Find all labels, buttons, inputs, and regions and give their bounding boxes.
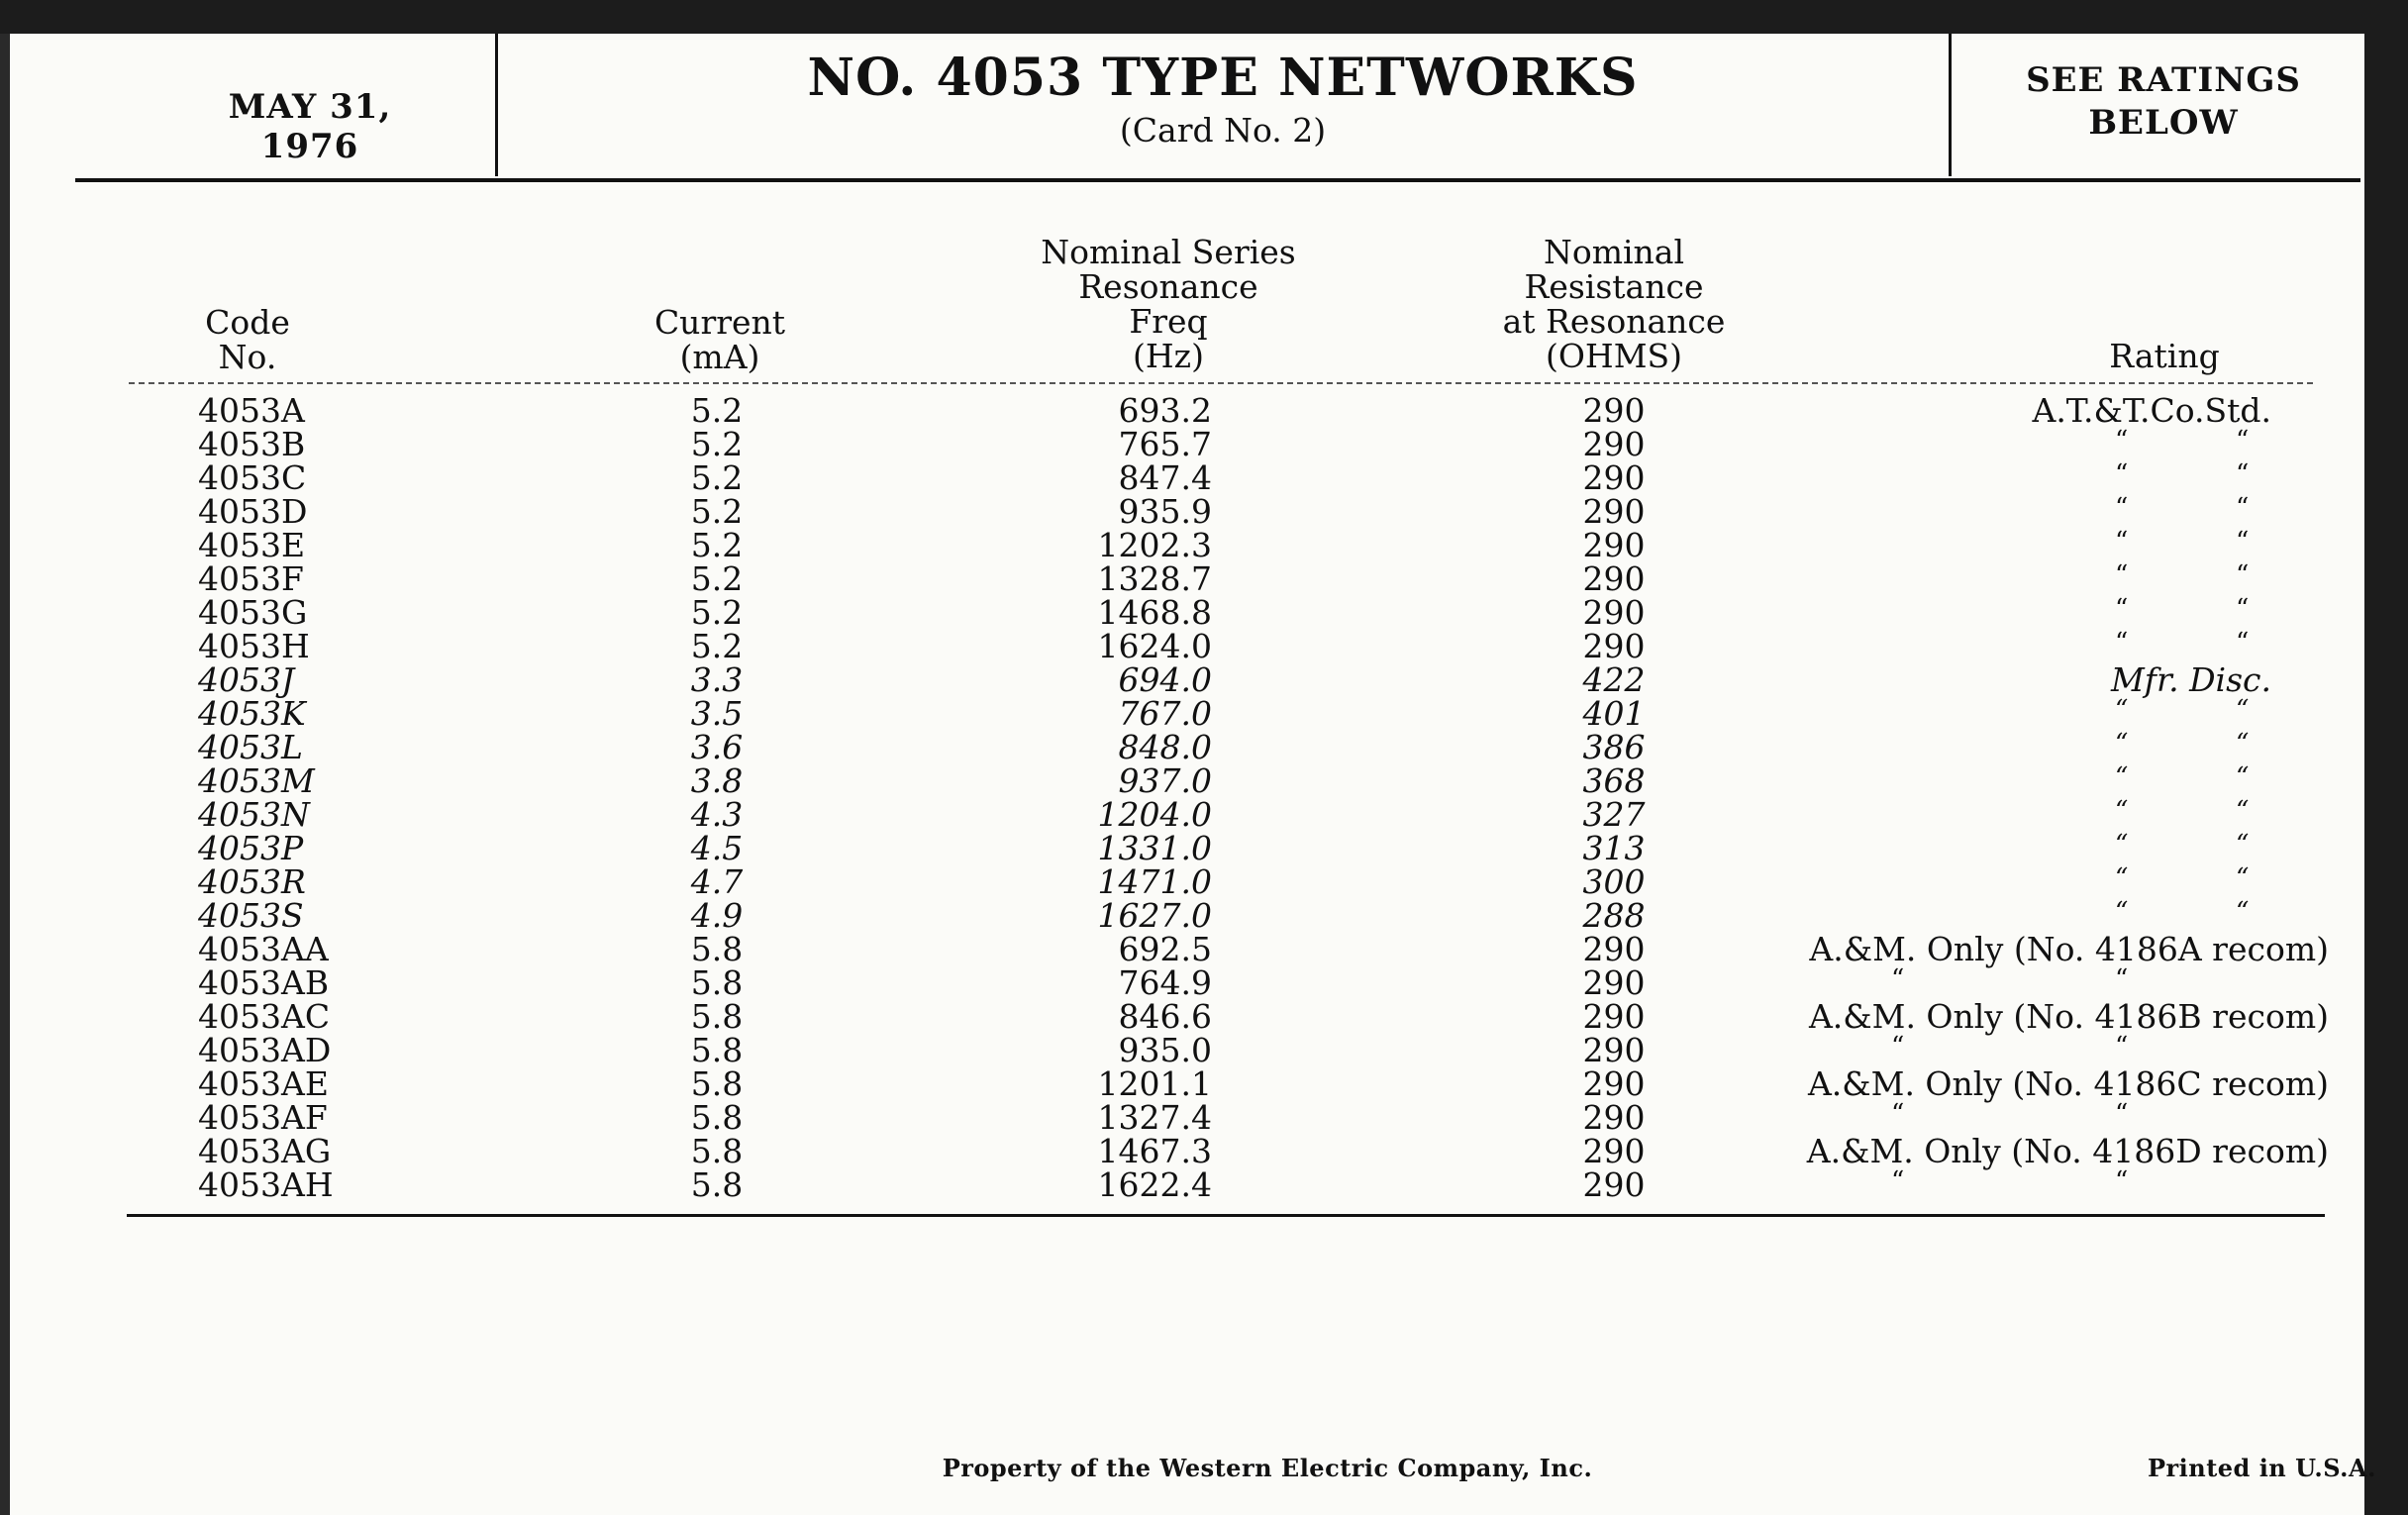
cell-current: 4.9 [690,896,744,935]
cell-current: 3.5 [690,694,744,733]
cell-rating [1743,764,2337,798]
cell-code: 4053N [198,795,310,834]
cell-current: 5.8 [690,1132,744,1170]
cell-freq: 1627.0 [1097,896,1212,935]
ditto-mark: “ [2236,863,2250,893]
cell-code: 4053D [198,492,308,531]
column-header-current-line2: (mA) [679,338,760,376]
table-row [0,458,2376,497]
ditto-mark: “ [2236,594,2250,624]
cell-freq: 764.9 [1118,963,1212,1002]
ditto-mark: “ [2115,796,2129,826]
card-title: NO. 4053 TYPE NETWORKS [807,48,1639,108]
table-row [0,391,2376,430]
cell-current: 3.6 [690,728,744,766]
cell-current: 5.2 [690,391,744,430]
cell-freq: 1202.3 [1097,526,1212,564]
cell-freq: 767.0 [1118,694,1212,733]
cell-freq: 1204.0 [1097,795,1212,834]
column-header-freq-line4: (Hz) [1133,337,1204,375]
ditto-mark: “ [2236,830,2250,859]
cell-resistance: 290 [1582,1132,1646,1170]
cell-current: 5.8 [690,1064,744,1103]
table-row [0,795,2376,834]
cell-resistance: 290 [1582,1031,1646,1069]
ditto-mark: “ [2115,426,2129,455]
cell-freq: 1622.4 [1097,1165,1212,1204]
cell-rating [1743,997,2337,1036]
cell-rating [1743,495,2337,529]
ditto-mark: “ [2115,830,2129,859]
cell-freq: 847.4 [1118,458,1212,497]
cell-rating [1743,1168,2337,1202]
cell-current: 5.2 [690,458,744,497]
column-header-current [606,305,834,374]
cell-freq: 846.6 [1118,997,1212,1036]
cell-code: 4053AA [198,930,329,968]
cell-freq: 1471.0 [1097,862,1212,901]
cell-current: 3.8 [690,761,744,800]
ditto-mark: “ [2236,493,2250,523]
table-row [0,963,2376,1002]
cell-resistance: 290 [1582,458,1646,497]
cell-freq: 937.0 [1118,761,1212,800]
cell-code: 4053AH [198,1165,334,1204]
cell-rating [1743,1034,2337,1067]
cell-current: 5.2 [690,627,744,665]
ratings-note-line2: BELOW [2088,103,2239,143]
cell-rating [1743,428,2337,461]
column-header-freq-line2: Resonance [1078,267,1258,306]
cell-rating [1743,660,2337,699]
column-header-rating [2065,339,2263,373]
column-header-resistance-line2: Resistance [1524,267,1704,306]
ditto-mark: “ [2236,459,2250,489]
cell-resistance: 290 [1582,526,1646,564]
cell-code: 4053S [198,896,304,935]
cell-resistance: 422 [1582,660,1646,699]
cell-rating [1743,596,2337,630]
cell-freq: 693.2 [1118,391,1212,430]
ditto-mark: “ [2115,628,2129,657]
cell-rating [1743,529,2337,562]
cell-code: 4053AF [198,1098,328,1137]
table-row [0,862,2376,901]
cell-code: 4053B [198,425,306,463]
column-header-rule [129,382,2313,384]
cell-code: 4053G [198,593,308,632]
cell-current: 4.3 [690,795,744,834]
cell-code: 4053J [198,660,295,699]
cell-freq: 692.5 [1118,930,1212,968]
scan-top-edge [0,0,2408,34]
cell-resistance: 300 [1582,862,1646,901]
table-row [0,526,2376,564]
cell-rating [1743,865,2337,899]
rating-text: A.&M. Only (No. 4186C recom) [1807,1064,2329,1103]
cell-freq: 1467.3 [1097,1132,1212,1170]
ditto-mark: “ [1891,1032,1905,1061]
cell-resistance: 290 [1582,1064,1646,1103]
table-row [0,559,2376,598]
header-divider-left [495,34,498,176]
table-row [0,761,2376,800]
ditto-mark: “ [2236,695,2250,725]
column-header-code-line1: Code [205,303,290,342]
header-rule [75,178,2360,182]
cell-resistance: 368 [1582,761,1646,800]
footer-printed: Printed in U.S.A. [2147,1454,2376,1482]
cell-resistance: 288 [1582,896,1646,935]
cell-freq: 848.0 [1118,728,1212,766]
table-row [0,627,2376,665]
cell-code: 4053R [198,862,306,901]
table-row [0,492,2376,531]
cell-rating [1743,1101,2337,1135]
table-row [0,1132,2376,1170]
table-row [0,694,2376,733]
column-header-freq-line3: Freq [1129,302,1208,341]
cell-freq: 1328.7 [1097,559,1212,598]
cell-resistance: 290 [1582,963,1646,1002]
cell-code: 4053P [198,829,304,867]
table-row [0,1031,2376,1069]
cell-resistance: 386 [1582,728,1646,766]
cell-code: 4053AE [198,1064,329,1103]
ditto-mark: “ [2236,897,2250,927]
table-row [0,1165,2376,1204]
cell-freq: 765.7 [1118,425,1212,463]
ratings-note-line1: SEE RATINGS [2026,60,2301,100]
table-row [0,896,2376,935]
column-header-rating-line1: Rating [2109,337,2220,375]
cell-freq: 694.0 [1118,660,1212,699]
column-header-freq [990,235,1347,373]
cell-current: 3.3 [690,660,744,699]
ditto-mark: “ [1891,1099,1905,1129]
cell-current: 5.8 [690,1165,744,1204]
ditto-mark: “ [2236,762,2250,792]
column-header-resistance-line1: Nominal [1543,233,1685,271]
cell-current: 5.2 [690,593,744,632]
cell-resistance: 401 [1582,694,1646,733]
cell-code: 4053F [198,559,304,598]
cell-rating [1743,562,2337,596]
cell-code: 4053A [198,391,305,430]
table-row [0,593,2376,632]
header-divider-right [1949,34,1952,176]
card-date: MAY 31, 1976 [228,87,392,166]
table-row [0,425,2376,463]
ditto-mark: “ [2115,863,2129,893]
cell-current: 5.8 [690,997,744,1036]
cell-code: 4053H [198,627,310,665]
rating-text: Mfr. Disc. [2110,660,2271,699]
cell-rating [1743,391,2337,430]
cell-resistance: 290 [1582,559,1646,598]
card-subtitle: (Card No. 2) [1119,111,1327,150]
ditto-mark: “ [2115,527,2129,556]
cell-rating [1743,832,2337,865]
table-bottom-rule [127,1214,2325,1217]
column-header-code [149,305,347,374]
table-row [0,930,2376,968]
cell-freq: 1468.8 [1097,593,1212,632]
cell-code: 4053AG [198,1132,332,1170]
cell-current: 5.2 [690,559,744,598]
rating-text: A.&M. Only (No. 4186A recom) [1809,930,2329,968]
cell-resistance: 290 [1582,1165,1646,1204]
column-header-code-line2: No. [218,338,277,376]
cell-rating [1743,899,2337,933]
ditto-mark: “ [2236,628,2250,657]
ditto-mark: “ [1891,1166,1905,1196]
ditto-mark: “ [2115,695,2129,725]
cell-code: 4053AD [198,1031,332,1069]
cell-code: 4053L [198,728,303,766]
cell-current: 5.8 [690,1098,744,1137]
table-row [0,829,2376,867]
cell-current: 5.8 [690,963,744,1002]
ditto-mark: “ [2236,426,2250,455]
cell-current: 4.5 [690,829,744,867]
cell-resistance: 290 [1582,930,1646,968]
cell-rating [1743,1064,2337,1103]
cell-rating [1743,731,2337,764]
ditto-mark: “ [2236,729,2250,758]
rating-text: A.T.&T.Co.Std. [2032,391,2271,430]
ratings-note [1965,59,2361,145]
column-header-resistance-line4: (OHMS) [1546,337,1682,375]
cell-current: 4.7 [690,862,744,901]
ditto-mark: “ [2115,459,2129,489]
cell-rating [1743,461,2337,495]
table-row [0,1064,2376,1103]
ditto-mark: “ [2115,594,2129,624]
cell-rating [1743,930,2337,968]
table-row [0,1098,2376,1137]
cell-rating [1743,966,2337,1000]
ditto-mark: “ [2115,897,2129,927]
cell-resistance: 290 [1582,391,1646,430]
column-header-resistance-line3: at Resonance [1502,302,1726,341]
cell-current: 5.2 [690,526,744,564]
column-header-resistance [1436,235,1792,373]
cell-resistance: 290 [1582,425,1646,463]
ditto-mark: “ [2115,1099,2129,1129]
rating-text: A.&M. Only (No. 4186B recom) [1808,997,2329,1036]
cell-resistance: 290 [1582,492,1646,531]
cell-freq: 1331.0 [1097,829,1212,867]
cell-freq: 935.0 [1118,1031,1212,1069]
ditto-mark: “ [2236,796,2250,826]
cell-freq: 1624.0 [1097,627,1212,665]
cell-freq: 1201.1 [1097,1064,1212,1103]
cell-resistance: 327 [1582,795,1646,834]
ditto-mark: “ [2115,729,2129,758]
ditto-mark: “ [2115,762,2129,792]
cell-rating [1743,798,2337,832]
cell-current: 5.2 [690,425,744,463]
cell-resistance: 290 [1582,997,1646,1036]
cell-resistance: 290 [1582,593,1646,632]
cell-code: 4053AC [198,997,331,1036]
ditto-mark: “ [2236,560,2250,590]
ditto-mark: “ [1891,964,1905,994]
rating-text: A.&M. Only (No. 4186D recom) [1806,1132,2329,1170]
footer-property: Property of the Western Electric Company, Inc. [942,1454,1593,1482]
cell-resistance: 290 [1582,1098,1646,1137]
column-header-freq-line1: Nominal Series [1041,233,1296,271]
cell-rating [1743,630,2337,663]
cell-resistance: 313 [1582,829,1646,867]
cell-rating [1743,1132,2337,1170]
cell-rating [1743,697,2337,731]
cell-code: 4053E [198,526,306,564]
cell-current: 5.8 [690,1031,744,1069]
column-header-current-line1: Current [653,303,786,342]
cell-code: 4053AB [198,963,330,1002]
ditto-mark: “ [2236,527,2250,556]
table-row [0,728,2376,766]
ditto-mark: “ [2115,560,2129,590]
ditto-mark: “ [2115,493,2129,523]
table-row [0,997,2376,1036]
cell-code: 4053M [198,761,315,800]
cell-freq: 1327.4 [1097,1098,1212,1137]
ditto-mark: “ [2115,1032,2129,1061]
cell-code: 4053C [198,458,307,497]
ditto-mark: “ [2115,1166,2129,1196]
cell-current: 5.2 [690,492,744,531]
cell-code: 4053K [198,694,306,733]
ditto-mark: “ [2115,964,2129,994]
cell-resistance: 290 [1582,627,1646,665]
table-row [0,660,2376,699]
cell-freq: 935.9 [1118,492,1212,531]
cell-current: 5.8 [690,930,744,968]
